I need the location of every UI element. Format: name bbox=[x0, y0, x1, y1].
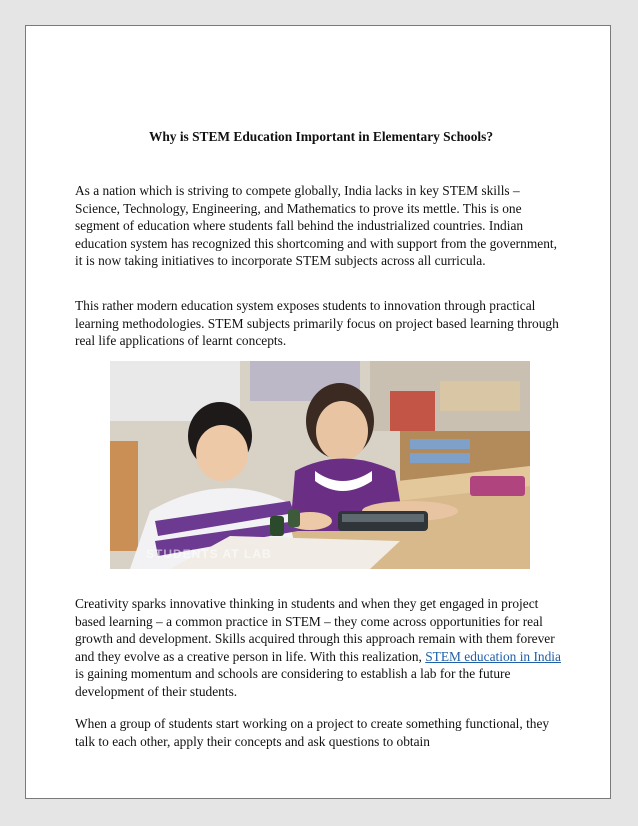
paragraph-3-text-end: is gaining momentum and schools are considering to establish a lab for the future development of their students. bbox=[75, 666, 511, 699]
students-photo bbox=[110, 361, 530, 569]
document-title: Why is STEM Education Important in Elementary Schools? bbox=[148, 129, 494, 144]
photo-watermark: STUDENTS AT LAB bbox=[146, 547, 272, 561]
students-illustration bbox=[110, 361, 530, 569]
paragraph-3-text-start: Creativity sparks innovative thinking in students and when they get engaged in project based learning – a common practice in STEM – they come across opportunities for real growth and development. Skills acquired through this approach remain with them forever and they evolve as a creative person in life. With this realization, bbox=[75, 596, 555, 664]
paragraph-3 bbox=[75, 595, 567, 701]
paragraph-2: This rather modern education system exposes students to innovation through practical learning methodologies. STEM subjects primarily focus on project based learning through real life applications of learnt concepts. bbox=[75, 298, 559, 349]
stem-education-india-link[interactable]: STEM education in India bbox=[425, 648, 561, 664]
document-page bbox=[25, 25, 611, 799]
paragraph-4: When a group of students start working on a project to create something functional, they talk to each other, apply their concepts and ask questions to obtain bbox=[75, 716, 550, 749]
paragraph-1: As a nation which is striving to compete globally, India lacks in key STEM skills – Science, Technology, Engineering, and Mathematics to prove its mettle. This is one segment of education where students fall behind the industrialized countries. Indian education system has recognized this shortcoming and with support from the government, it is now taking initiatives to incorporate STEM subjects across all curricula. bbox=[75, 183, 557, 269]
